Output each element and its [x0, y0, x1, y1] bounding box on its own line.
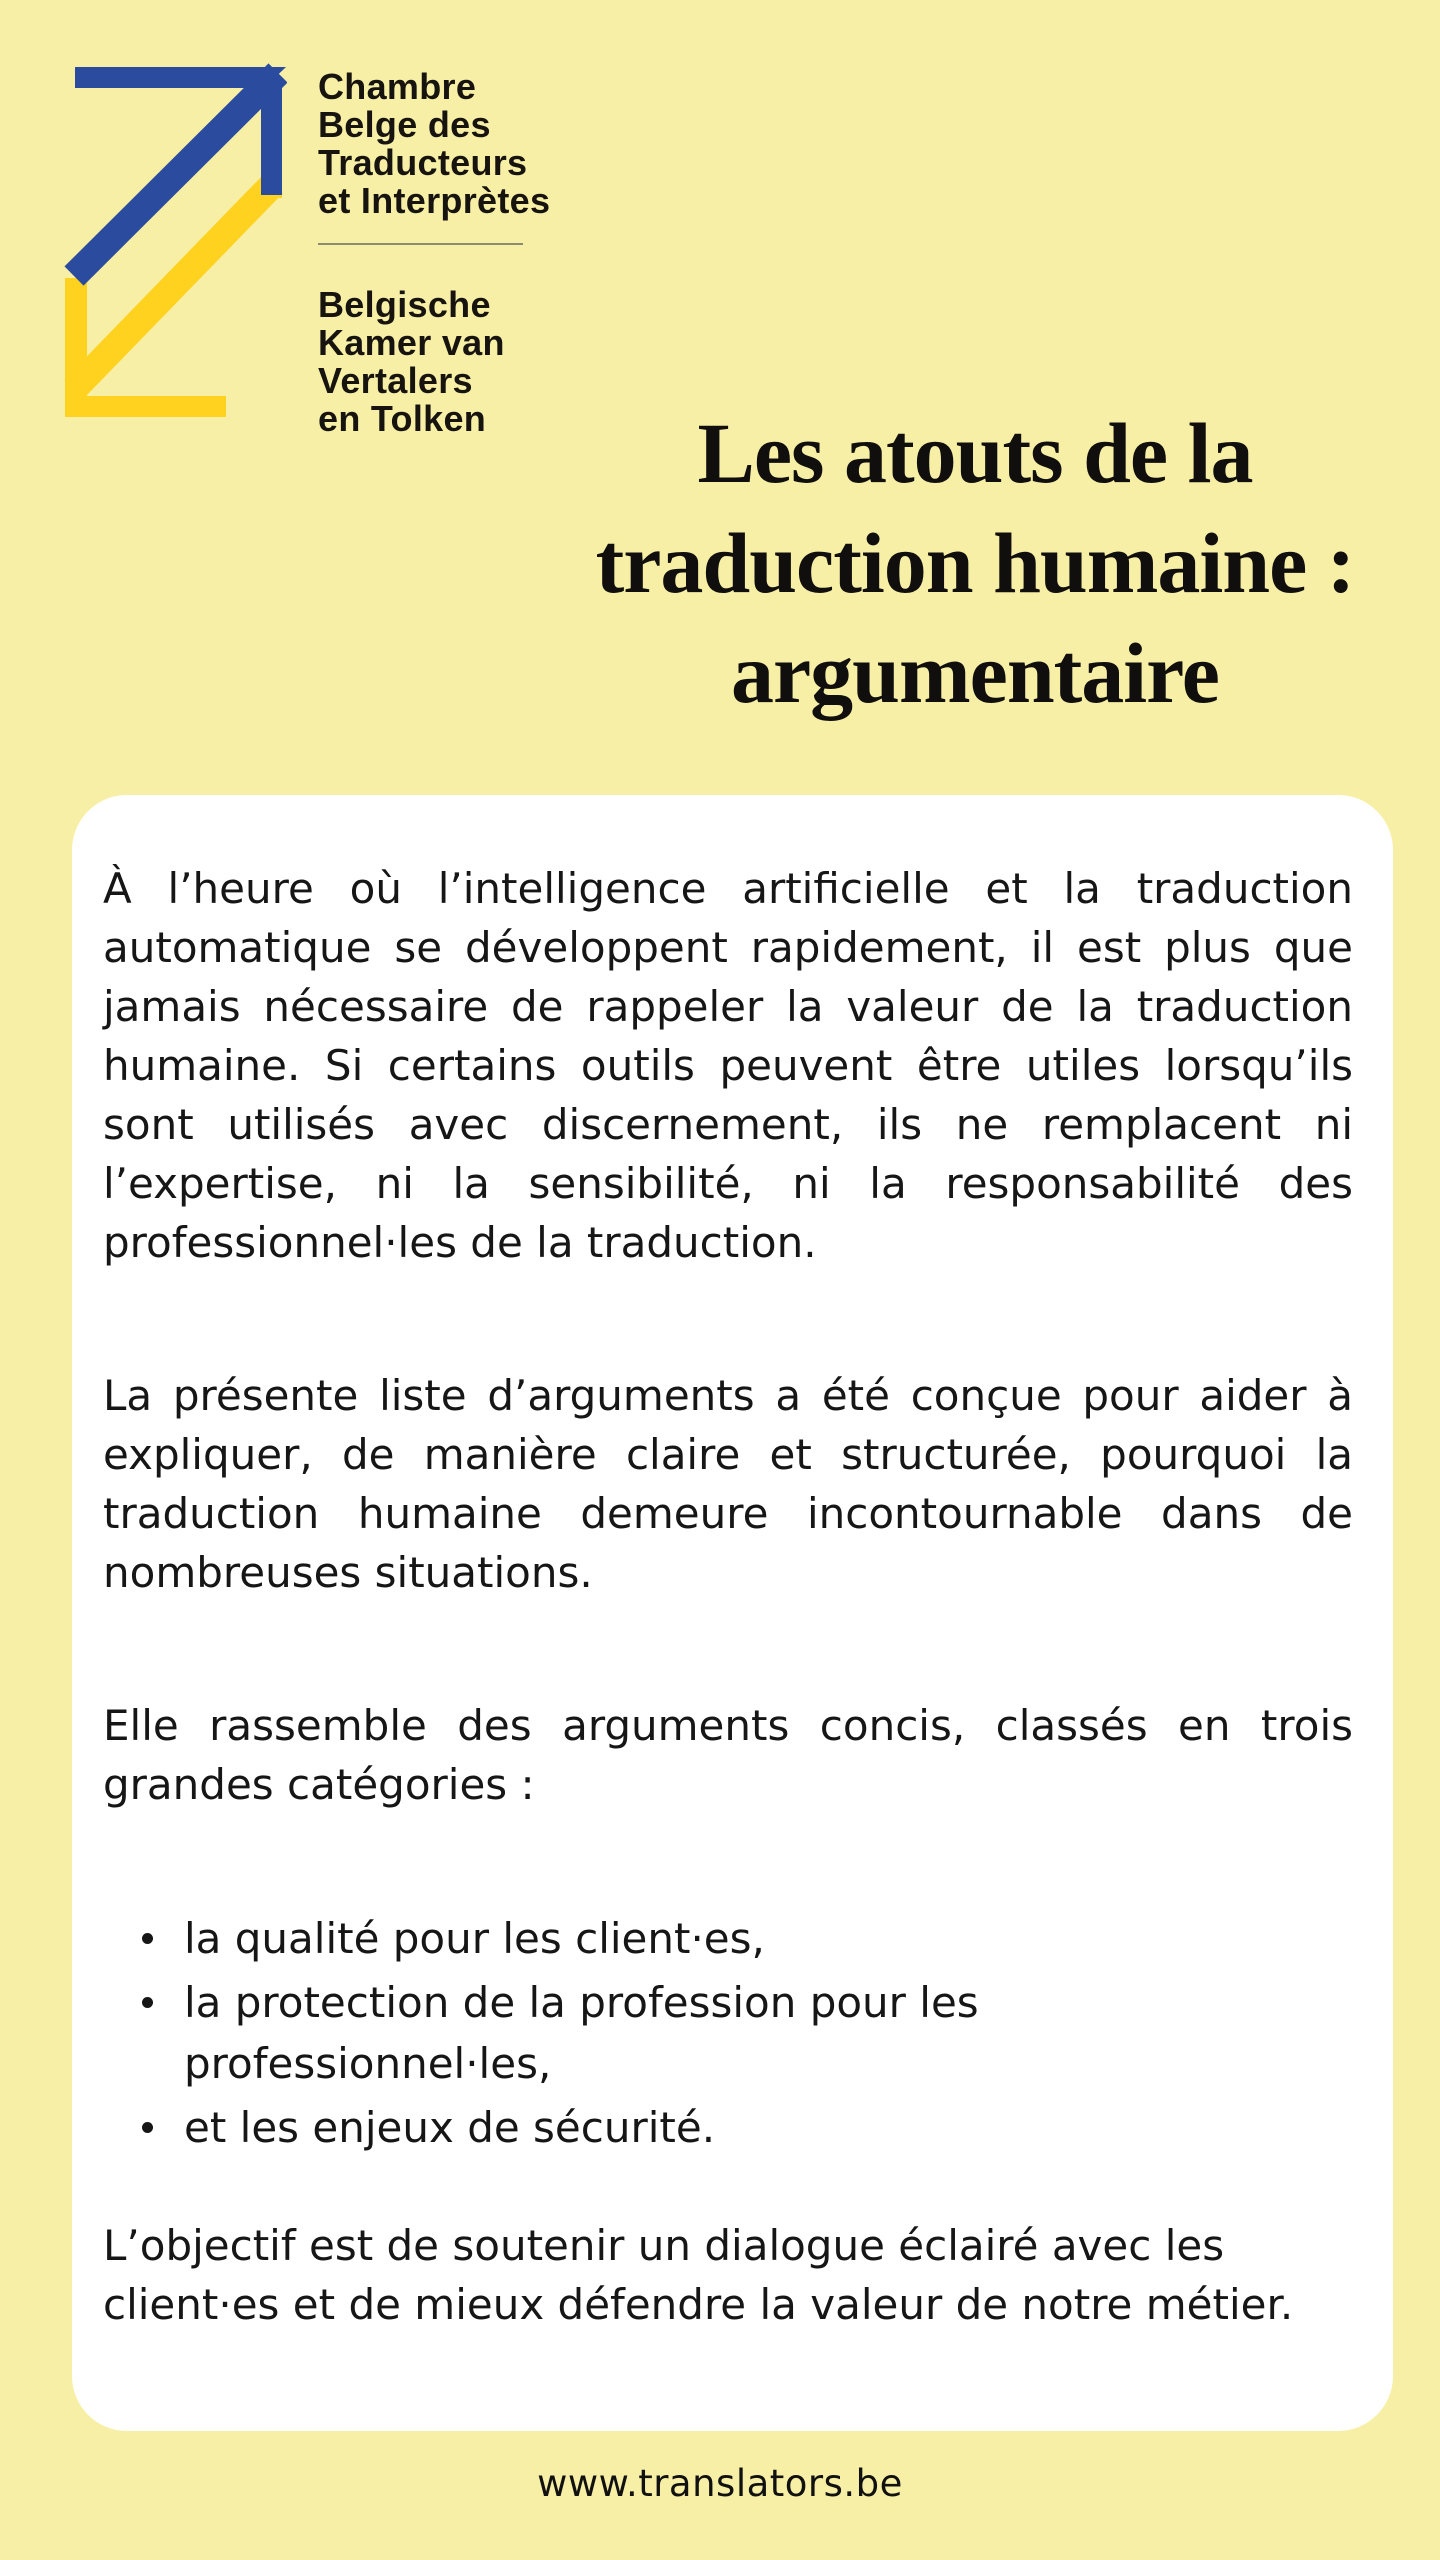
- logo-yellow-diagonal: [74, 184, 273, 389]
- org-name-nl: [318, 286, 505, 438]
- org-name-nl-line: Belgische: [318, 284, 491, 325]
- footer-url: www.translators.be: [537, 2462, 903, 2505]
- purpose-paragraph: La présente liste d’arguments a été conçue pour aider à expliquer, de manière claire et structurée, pourquoi la traduction humaine demeure incontournable dans de nombreuses situations.: [103, 1371, 1353, 1597]
- page-title-line: Les atouts de la: [697, 405, 1253, 501]
- org-name-nl-line: en Tolken: [318, 398, 487, 439]
- org-name-nl-line: Kamer van: [318, 322, 505, 363]
- org-name-fr-line: Belge des: [318, 104, 491, 145]
- intro-paragraph: À l’heure où l’intelligence artificielle et la traduction automatique se développent rapidement, il est plus que jamais nécessaire de rappeler la valeur de la traduction humaine. Si certains outils peuvent être utiles lorsqu’ils sont utilisés avec discernement, ils ne remplacent ni l’expertise, ni la sensibilité, ni la responsabilité des professionnel·les de la traduction.: [103, 864, 1353, 1267]
- org-name-divider: [318, 243, 523, 245]
- org-name-fr-line: Chambre: [318, 66, 477, 107]
- page-title-line: traduction humaine :: [595, 515, 1355, 611]
- categories-bullet-list: [103, 1908, 1353, 2158]
- content-card: [72, 795, 1393, 2431]
- org-name-nl-line: Vertalers: [318, 360, 473, 401]
- page-title-line: argumentaire: [731, 625, 1219, 721]
- categories-intro-paragraph: Elle rassemble des arguments concis, classés en trois grandes catégories :: [103, 1701, 1353, 1809]
- bullet-item-protection: la protection de la profession pour les professionnel·les,: [184, 1972, 1353, 2094]
- bullet-item-security: et les enjeux de sécurité.: [184, 2097, 1353, 2158]
- logo-yellow-bottom-bar: [65, 396, 226, 417]
- org-name-fr-line: Traducteurs: [318, 142, 528, 183]
- logo-yellow-vertical-left: [65, 278, 87, 415]
- logo-blue-diagonal: [74, 73, 278, 276]
- org-name-fr-line: et Interprètes: [318, 180, 551, 221]
- closing-paragraph: L’objectif est de soutenir un dialogue éclairé avec les client·es et de mieux défendre la valeur de notre métier.: [103, 2221, 1294, 2329]
- logo-blue-vertical-right: [261, 80, 282, 195]
- bullet-item-quality: la qualité pour les client·es,: [184, 1908, 1353, 1969]
- cbti-logo-icon: [62, 62, 287, 417]
- logo-blue-top-bar: [75, 67, 286, 88]
- org-name-fr: [318, 68, 550, 220]
- page-title: [510, 398, 1440, 728]
